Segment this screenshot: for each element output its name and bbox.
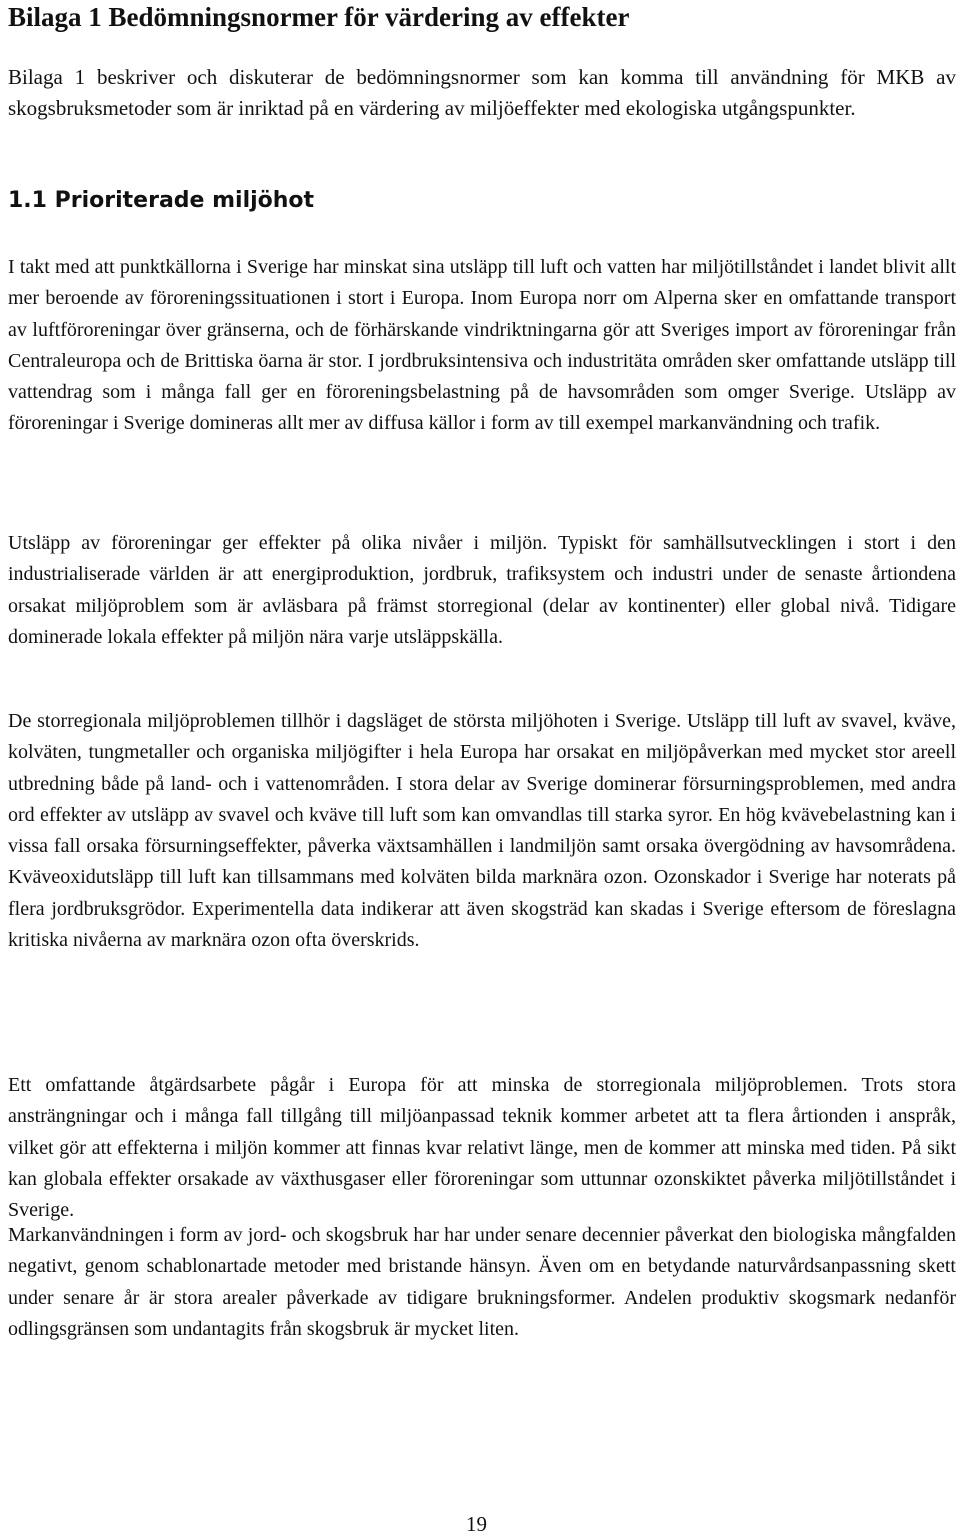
- page-number: 19: [466, 1512, 487, 1536]
- appendix-title: Bilaga 1 Bedömningsnormer för värdering av effekter: [8, 2, 630, 32]
- paragraph-1: I takt med att punktkällorna i Sverige har minskat sina utsläpp till luft och vatten har miljötillståndet i landet blivit allt mer beroende av föroreningssituationen i stort i Europa. Inom Europa norr om Alperna sker en omfattande transport av luftföroreningar över gränserna, och de förhärskande vindriktningarna gör att Sveriges import av föroreningar från Centraleuropa och de Brittiska öarna är stor. I jordbruksintensiva och industritäta områden sker omfattande utsläpp till vattendrag som i många fall ger en föroreningsbelastning på de havsområden som omger Sverige. Utsläpp av föroreningar i Sverige domineras allt mer av diffusa källor i form av till exempel markanvändning och trafik.: [8, 256, 956, 435]
- paragraph-3: De storregionala miljöproblemen tillhör i dagsläget de största miljöhoten i Sverige. Utsläpp till luft av svavel, kväve, kolväten, tungmetaller och organiska miljögifter i hela Europa har orsakat en miljöpåverkan med mycket stor areell utbredning både på land- och i vattenområden. I stora delar av Sverige dominerar försurningsproblemen, med andra ord effekter av utsläpp av svavel och kväve till luft som kan omvandlas till starka syror. En hög kvävebelastning kan i vissa fall orsaka försurningseffekter, påverka växtsamhällen i landmiljön samt orsaka övergödning av havsområdena. Kväveoxidutsläpp till luft kan tillsammans med kolväten bilda marknära ozon. Ozonskador i Sverige har noterats på flera jordbruksgrödor. Experimentella data indikerar att även skogsträd kan skadas i Sverige eftersom de föreslagna kritiska nivåerna av marknära ozon ofta överskrids.: [8, 710, 956, 952]
- paragraph-2: Utsläpp av föroreningar ger effekter på olika nivåer i miljön. Typiskt för samhällsutvecklingen i stort i den industrialiserade världen är att energiproduktion, jordbruk, trafiksystem och industri under de senaste årtiondena orsakat miljöproblem som är avläsbara på främst storregional (delar av kontinenter) eller global nivå. Tidigare dominerade lokala effekter på miljön nära varje utsläppskälla.: [8, 532, 956, 648]
- paragraph-5: Markanvändningen i form av jord- och skogsbruk har har under senare decennier påverkat den biologiska mångfalden negativt, genom schablonartade metoder med bristande hänsyn. Även om en betydande naturvårdsanpassning skett under senare år är stora arealer påverkade av tidigare brukningsformer. Andelen produktiv skogsmark nedanför odlingsgränsen som undantagits från skogsbruk är mycket liten.: [8, 1224, 956, 1340]
- paragraph-4: Ett omfattande åtgärdsarbete pågår i Europa för att minska de storregionala miljöproblemen. Trots stora ansträngningar och i många fall tillgång till miljöanpassad teknik kommer arbetet att ta flera årtionden i anspråk, vilket gör att effekterna i miljön kommer att finnas kvar relativt länge, men de kommer att minska med tiden. På sikt kan globala effekter orsakade av växthusgaser eller föroreningar som uttunnar ozonskiktet påverka miljötillståndet i Sverige.: [8, 1074, 956, 1222]
- section-heading: 1.1 Prioriterade miljöhot: [8, 188, 315, 213]
- intro-paragraph: Bilaga 1 beskriver och diskuterar de bedömningsnormer som kan komma till användning för MKB av skogsbruksmetoder som är inriktad på en värdering av miljöeffekter med ekologiska utgångspunkter.: [8, 65, 956, 120]
